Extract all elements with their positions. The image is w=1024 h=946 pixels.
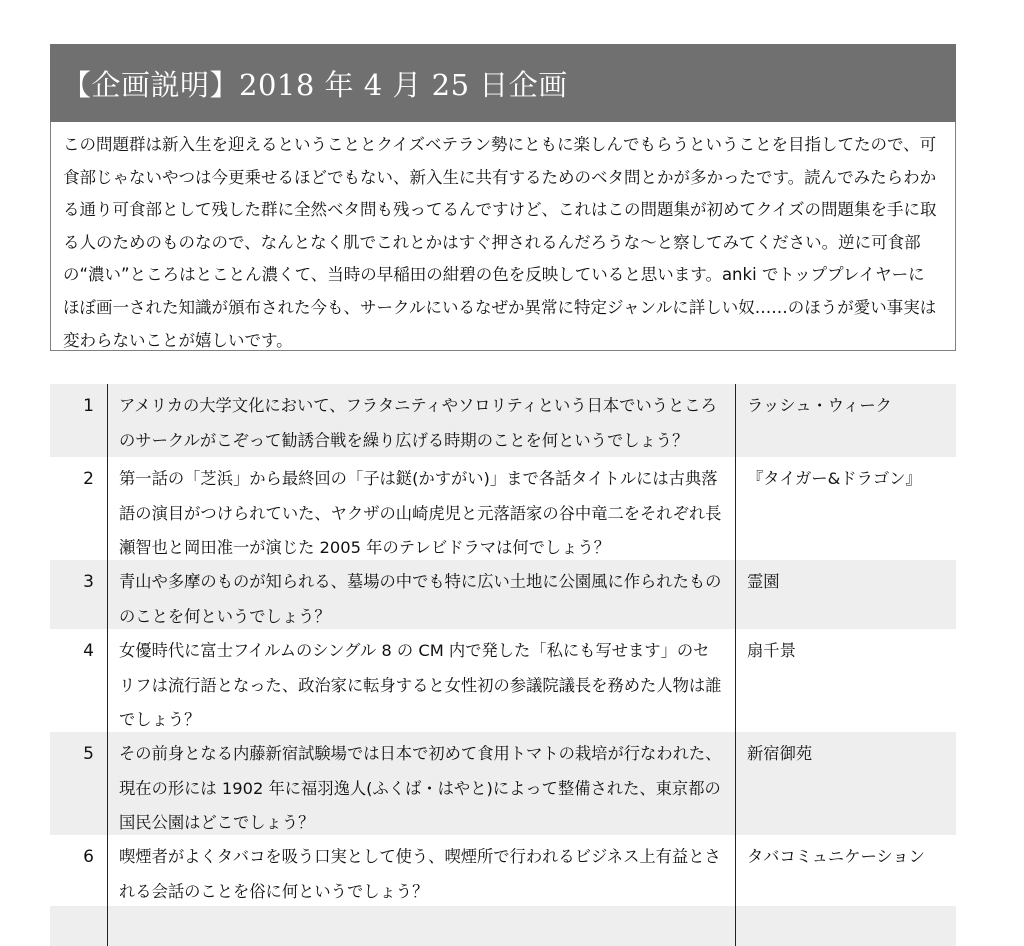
section-header xyxy=(50,44,956,122)
question-text: アメリカの大学文化において、フラタニティやソロリティという日本でいうところのサークルがこぞって勧誘合戦を繰り広げる時期のことを何というでしょう？ xyxy=(108,384,736,457)
description-box xyxy=(50,122,956,351)
question-number: 2 xyxy=(50,457,108,560)
question-text xyxy=(108,906,736,946)
question-number xyxy=(50,906,108,946)
table-row xyxy=(50,906,956,946)
answer-text: 新宿御苑 xyxy=(747,744,813,763)
answer-text xyxy=(736,906,956,946)
question-number: 1 xyxy=(50,384,108,457)
page-title: 【企画説明】2018 年 4 月 25 日企画 xyxy=(62,68,568,102)
answer-text: ラッシュ・ウィーク xyxy=(747,396,892,415)
question-text: 第一話の「芝浜」から最終回の「子は鎹(かすがい)」まで各話タイトルには古典落語の演目がつけられていた、ヤクザの山崎虎児と元落語家の谷中竜二をそれぞれ長瀬智也と岡田准一が演じた 2005 年のテレビドラマは何でしょう？ xyxy=(108,457,736,560)
question-number: 5 xyxy=(50,732,108,835)
table-row xyxy=(50,560,956,629)
answer-text: 『タイガー&ドラゴン』 xyxy=(747,469,922,488)
question-text: その前身となる内藤新宿試験場では日本で初めて食用トマトの栽培が行なわれた、現在の形には 1902 年に福羽逸人(ふくば・はやと)によって整備された、東京都の国民公園はどこでしょう？ xyxy=(108,732,736,835)
description-text: この問題群は新入生を迎えるということとクイズベテラン勢にともに楽しんでもらうということを目指してたので、可食部じゃないやつは今更乗せるほどでもない、新入生に共有するためのベタ問とかが多かったです。読んでみたらわかる通り可食部として残した群に全然ベタ問も残ってるんですけど、これはこの問題集が初めてクイズの問題集を手に取る人のためのものなので、なんとなく肌でこれとかはすぐ押されるんだろうな～と察してみてください。逆に可食部の“濃い”ところはとことん濃くて、当時の早稲田の紺碧の色を反映していると思います。anki でトッププレイヤーにほぼ画一された知識が頒布された今も、サークルにいるなぜか異常に特定ジャンルに詳しい奴……のほうが愛い事実は変わらないことが嬉しいです。 xyxy=(63,135,937,350)
question-table xyxy=(50,384,956,946)
question-number: 3 xyxy=(50,560,108,629)
table-row xyxy=(50,629,956,732)
table-row xyxy=(50,835,956,906)
answer-text: 霊園 xyxy=(747,572,780,591)
question-text: 青山や多摩のものが知られる、墓場の中でも特に広い土地に公園風に作られたもののことを何というでしょう？ xyxy=(108,560,736,629)
question-number: 6 xyxy=(50,835,108,906)
table-row xyxy=(50,457,956,560)
question-text: 女優時代に富士フイルムのシングル 8 の CM 内で発した「私にも写せます」のセリフは流行語となった、政治家に転身すると女性初の参議院議長を務めた人物は誰でしょう？ xyxy=(108,629,736,732)
answer-text: タバコミュニケーション xyxy=(747,847,925,866)
question-number: 4 xyxy=(50,629,108,732)
answer-text: 扇千景 xyxy=(747,641,796,660)
question-text: 喫煙者がよくタバコを吸う口実として使う、喫煙所で行われるビジネス上有益とされる会話のことを俗に何というでしょう？ xyxy=(108,835,736,906)
table-row xyxy=(50,732,956,835)
table-row xyxy=(50,384,956,457)
